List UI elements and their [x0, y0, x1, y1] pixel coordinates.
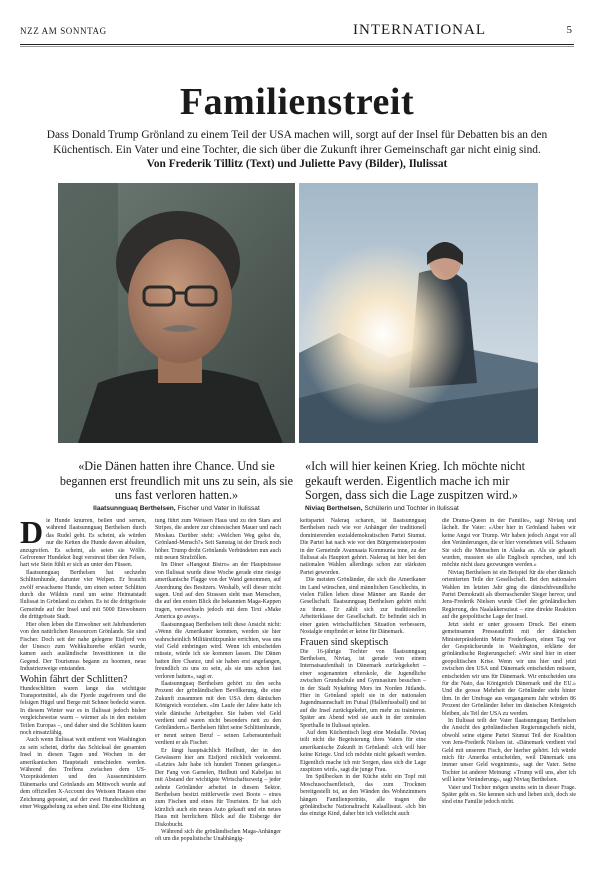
caption-father-name: Ilaatsunnguaq Berthelsen, — [93, 505, 176, 512]
paragraph: Hundeschlitten waren lange das wichtigste Transportmittel, als die Fjorde zugefroren und die felsigen Hügel und Berge mit Schnee bedeckt waren. In diesem Winter war es in Ilulissat jedoch bisher vergleichsweise warm – wärmer als in den meisten Teilen Europas –, und daher sind die Schlitten kaum noch einsatzfähig. — [20, 685, 146, 736]
paragraph: Jetzt steht er unter grossem Druck. Bei einem gemeinsamen Presseauftritt mit der dänischen Ministerpräsidentin Mette Frederiksen, einen Tag vor der Gesprächsrunde in Washington, erklärte der grönländische Regierungschef: «Wir sind hier in einer geopolitischen Krise. Wenn wir uns hier und jetzt zwischen den USA und Dänemark entscheiden müssen, entscheiden wir uns für Dänemark. Wir entscheiden uns für die Nato, das Königreich Dänemark und die EU.» Und die grosse Mehrheit der Grönländer steht hinter ihm. In der Umfrage aus vergangenem Jahr würden 86 Prozent der Grönländer lieber im dänischen Königreich bleiben, als Teil der USA zu werden. — [442, 621, 576, 717]
paragraph: keitspartei Naleraq scharen, ist Ilaatsunnguaq Berthelsen nach wie vor Anhänger der traditionell dominierenden sozialdemokratischen Partei Siumut. Die Partei hat nach wie vor den Bürgermeisterposten in der Gemeinde Avannaata Kommunia inne, zu der Ilulissat als Hauptort gehört. Naleraq ist hier bei den nationalen Wahlen allerdings schon zur stärksten Partei geworden. — [300, 518, 426, 576]
masthead-rule — [20, 44, 574, 45]
paragraph: tung führt zum Weissen Haus und zu den Stars and Stripes, die andere zur chinesischen Mauer und nach Moskau. Darüber steht: «Welchen Weg gehst du, Grönland-Mensch?» Seit Samstag ist der Druck noch höher. Trump droht Grönlands Verbündeten nun auch mit neuen Strafzöllen. — [155, 518, 281, 562]
paragraph: Ilaatsunnguaq Berthelsen gehört zu den sechs Prozent der grönländischen Bevölkerung, die eine Zukunft zusammen mit den USA dem dänischen Königreich vorziehen. «Im Laufe der Jahre hatte ich viele dänische Arbeitgeber. Sie haben viel Geld verdient und waren nicht besonders nett zu den Grönländern.» Berthelsen führt seine Schlittenhunde, er nennt seinen Beruf – seinen Lebensunterhalt verdient er als Fischer. — [155, 680, 281, 747]
paragraph: Die meisten Grönländer, die sich die Amerikaner im Land wünschen, sind männlichen Geschlechts, in vielen Fällen leben diese Männer am Rande der Gesellschaft. Ilaatsunnguaq Berthelsen gehört nicht zu ihnen. Er zählt sich zur traditionellen Arbeiterklasse der Gesellschaft. Er befindet sich in einer guten wirtschaftlichen Situation verbessern, Nostalgie empfindet er keine für Dänemark. — [300, 577, 426, 636]
article-byline: Von Frederik Tillitz (Text) und Juliette Pavy (Bilder), Ilulissat — [146, 158, 448, 170]
paragraph: In Ilulissat teilt der Vater Ilaatsunnguaq Berthelsen die Ansicht des grönländischen Regierungschefs nicht, obwohl seine eigene Partei Siumut Teil der Koalition von Jens-Frederik Nielsen ist. «Dänemark verdient viel Geld mit unserem Fisch, der hierher gehört. Ich würde mich für Amerika entscheiden, weil Dänemark uns immer unser Geld wegnimmt», sagt der Vater. Seine Tochter ist anderer Meinung: «Trump will uns, aber ich will keine Veränderung», sagt Niviaq Berthelsen. — [442, 717, 576, 784]
paragraph: Er fängt hauptsächlich Heilbutt, der in den Gewässern hier am Eisfjord reichlich vorkommt. «Letztes Jahr habe ich hundert Tonnen gefangen.» Der Fang von Garnelen, Heilbutt und Kabeljau ist mit Abstand der wichtigste Wirtschaftszweig – jeder zehnte Grönländer arbeitet in diesem Sektor. Berthelsen besitzt mittlerweile zwei Boote – eines zum Fischen und eines für Touristen. Er hat sich kürzlich auch ein neues Auto gekauft und ein neues Haus mit herrlichem Blick auf die Eisberge der Diskobucht. — [155, 747, 281, 828]
pull-quote-daughter: «Ich will hier keinen Krieg. Ich möchte nicht gekauft werden. Eigentlich mache ich mir Sorgen, dass sich die Lage zuspitzen wird.» — [305, 459, 525, 502]
paragraph-text: ie Hunde knurren, bellen und sernen, während Ilaatsunnguaq Berthelsen durch das Rudel geht. Es scheint, als würden nur die Ketten die Hunde davon abhalten, anzugreifen. Es scheint, als seien sie Wölfe. Gefrorener Hundekot liegt verstreut über den Felsen, hart wie Stein fühlt er sich an unter den Füssen. — [20, 518, 146, 569]
paragraph: die Drama-Queen in der Familie», sagt Niviaq und lächelt. Ihr Vater: «Aber hier in Grönland haben wir keine Angst vor Trump. Wir haben jedoch Angst vor all den Veränderungen, die er hier vornehmen will. Schauen Sie sich die Menschen in Alaska an. Als sie gekauft wurden, mussten sie alle Englisch sprechen, und ich möchte nicht dazu gezwungen werden.» — [442, 518, 576, 569]
paragraph: Auch wenn Ilulissat weit entfernt von Washington zu sein scheint, dürfte das Schicksal der gesamten Insel in diesen Tagen und Wochen in der amerikanischen Hauptstadt entschieden werden. Während des Treffens zwischen dem US-Vizepräsidenten und den Aussenministern Dänemarks und Grönlands am Mittwoch wurde auf dem offiziellen X-Account des Weissen Hauses eine Zeichnung gepostet, auf der zwei Hundeschlitten an einer Weggabelung zu sehen sind. Die eine Richtung — [20, 737, 146, 811]
paragraph: Hier oben leben die Einwohner seit Jahrhunderten von den natürlichen Ressourcen Grönlands. Sie sind Fischer. Doch seit der nahe gelegene Eisfjord von der Unesco zum Weltkulturerbe erklärt wurde, kamen auch ausländische Investitionen in die Gegend. Der Tourismus begann zu boomen, neue Industriezweige entstanden. — [20, 621, 146, 673]
pull-quote-father: «Die Dänen hatten ihre Chance. Und sie begannen erst freundlich mit uns zu sein, als sie uns fast verloren hatten.» — [59, 459, 294, 502]
body-column-2 — [155, 518, 281, 864]
caption-daughter-name: Niviaq Berthelsen, — [305, 505, 363, 512]
paragraph: Im Diner «Hangout Bistro» an der Hauptstrasse von Ilulissat wurde diese Woche gerade eine riesige amerikanische Flagge von der Wand genommen, auf Anordnung des Besitzers. Weshalb, will dieser nicht sagen. Und auf den Strassen sieht man Menschen, die auf den ersten Blick die bekannten Maga-Kappen tragen, verwechseln jedoch mit dem Text «Make America go away». — [155, 562, 281, 621]
newspaper-name: NZZ AM SONNTAG — [20, 26, 107, 36]
paragraph: Niviaq Berthelsen ist ein Beispiel für die eher dänisch orientierten Teile der Gesellschaft. Bei den nationalen Wahlen im letzten Jahr ging die dänischfreundliche Partei Demokratit als überraschender Sieger hervor, und Jens-Frederik Nielsen wurde Chef der grönländischen Regierung, des Naalakkersuisut – eine direkte Reaktion auf die geopolitische Lage der Insel. — [442, 569, 576, 621]
paragraph: Die 16-jährige Tochter von Ilaatsunnguaq Berthelsen, Niviaq, ist gerade von einem Internatsaufenthalt in Dänemark zurückgekehrt – einer sogenannten efterskole, die Jugendliche zwischen Grundschule und Gymnasium besuchen – in der Stadt Nykøbing Mors im Norden Jütlands. Hier in Grönland spielt sie in der nationalen Jugendmannschaft im Futsal (Hallenfussball) und ist auf die Insel zurückgekehrt, um mehr zu trainieren. Später am Abend wird sie auch in der zentralen Sporthalle in Ilulissat spielen. — [300, 648, 426, 729]
subhead: Wohin fährt der Schlitten? — [20, 673, 128, 685]
caption-father — [58, 505, 295, 512]
paragraph: Im Spülbecken in der Küche steht ein Topf mit Moschusochsenfleisch, das zum Trocknen bereitgestellt ist, an den Wänden des Wohnzimmers hängen Familienporträts, alle tragen die grönländische Nationaltracht Kalaallisuut. «Ich bin das einzige Kind, daher bin ich vielleicht auch — [300, 774, 426, 818]
paragraph — [20, 518, 146, 570]
body-column-3 — [300, 518, 426, 864]
paragraph: Auf dem Küchentisch liegt eine Medaille. Niviaq teilt nicht die Begeisterung ihres Vaters für eine amerikanische Zukunft in Grönland: «Ich will hier keine Kriege. Und ich möchte nicht gekauft werden. Eigentlich mache ich mir Sorgen, dass sich die Lage zuspitzen wird», sagt die junge Frau. — [300, 729, 426, 773]
caption-daughter — [305, 505, 530, 512]
page-number: 5 — [566, 24, 572, 36]
paragraph: Ilaatsunnguaq Berthelsen hat sechzehn Schlittenhunde, darunter vier Welpen. Er braucht zwölf erwachsene Hunde, um einen seiner Schlitten durch die Wildnis rund um seine Heimatstadt Ilulissat in Grönland zu ziehen. Es ist die drittgrösste Gemeinde auf der Insel und mit 5000 Einwohnern die drittgrösste Stadt. — [20, 569, 146, 621]
section-title: INTERNATIONAL — [353, 22, 486, 38]
paragraph: Vater und Tochter mögen uneins sein in dieser Frage. Später geht es. Sie kennen sich und lieben sich, doch sie sind eine Familie jedoch nicht. — [442, 784, 576, 806]
photo-daughter — [299, 183, 538, 443]
photo-father — [58, 183, 295, 443]
caption-daughter-role: Schülerin und Tochter in Ilulissat — [364, 505, 459, 512]
article-headline: Familienstreit — [179, 81, 415, 123]
paragraph: Ilaatsunnguaq Berthelsen teilt diese Ansicht nicht: «Wenn die Amerikaner kommen, werden sie hier wahrscheinlich Militärstützpunkte errichten, was uns viel Geld einbringen wird. Wenn ich entscheiden müsste, würde ich sie kommen lassen. Die Dänen hatten ihre Chance, und sie haben erst angefangen, freundlich zu uns zu sein, als sie uns schon fast verloren hatten», sagt er. — [155, 621, 281, 680]
masthead — [20, 22, 574, 42]
subhead: Frauen sind skeptisch — [300, 636, 389, 648]
dropcap: D — [20, 518, 44, 550]
body-column-1 — [20, 518, 146, 864]
paragraph: Während sich die grönländischen Maga-Anhänger oft um die populistische Unabhängig- — [155, 829, 281, 843]
body-column-4 — [442, 518, 576, 864]
masthead-rule-thin — [20, 46, 574, 47]
caption-father-role: Fischer und Vater in Ilulissat — [177, 505, 260, 512]
article-deck: Dass Donald Trump Grönland zu einem Teil der USA machen will, sorgt auf der Insel für Debatten bis an den Küchentisch. Ein Vater und eine Tochter, die sich über die Zukunft ihrer Gemeinschaft gar nicht einig sind. — [46, 129, 548, 156]
